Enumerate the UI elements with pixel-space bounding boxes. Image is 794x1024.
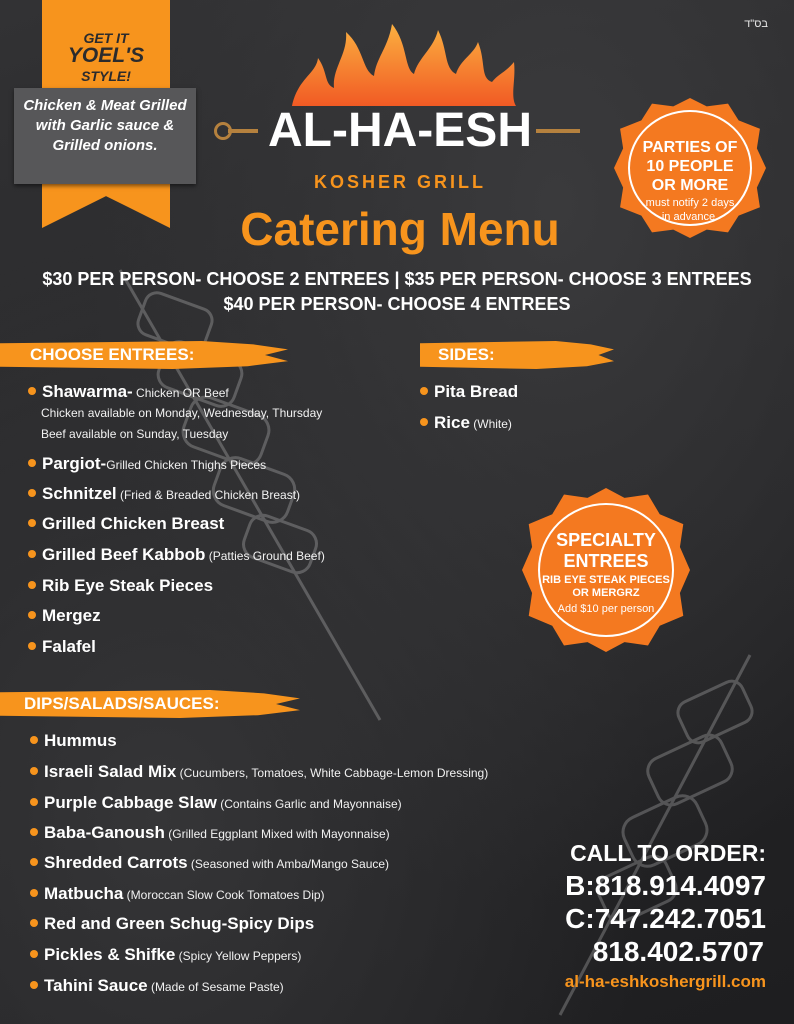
page-title: Catering Menu [240,203,560,255]
list-item: Israeli Salad Mix (Cucumbers, Tomatoes, White Cabbage-Lemon Dressing) [30,762,488,782]
bullet-icon [28,642,36,650]
logo-title: AL-HA-ESH [268,104,532,157]
parties-badge-note: must notify 2 days in advance. [645,197,735,223]
specialty-badge-headline: SPECIALTY ENTREES [556,530,656,571]
logo-subtitle: KOSHER GRILL [313,172,486,192]
list-item: Tahini Sauce (Made of Sesame Paste) [30,976,284,996]
bullet-icon [30,889,38,897]
list-item: Hummus [30,731,117,751]
list-item: Pargiot-Grilled Chicken Thighs Pieces [28,454,266,474]
specialty-badge-price: Add $10 per person [557,603,655,615]
bullet-icon [30,919,38,927]
list-item: Baba-Ganoush (Grilled Eggplant Mixed with Mayonnaise) [30,823,390,843]
parties-badge-headline: PARTIES OF 10 PEOPLE OR MORE [642,139,738,194]
bullet-icon [28,581,36,589]
hebrew-mark: בס"ד [744,18,768,30]
list-item: Rice (White) [420,413,512,433]
list-item: Red and Green Schug-Spicy Dips [30,914,314,934]
list-item: Schnitzel (Fried & Breaded Chicken Breast) [28,484,300,504]
list-item: Shawarma- Chicken OR Beef [28,382,229,402]
bullet-icon [28,550,36,558]
ribbon-line-2: YOEL'S [67,44,145,67]
shawarma-note-beef: Beef available on Sunday, Tuesday [41,427,229,441]
bullet-icon [28,519,36,527]
shawarma-note-chicken: Chicken available on Monday, Wednesday, Thursday [41,406,323,420]
bullet-icon [420,418,428,426]
bullet-icon [30,798,38,806]
list-item: Falafel [28,637,96,657]
list-item: Purple Cabbage Slaw (Contains Garlic and Mayonnaise) [30,793,402,813]
bullet-icon [30,858,38,866]
bullet-icon [30,767,38,775]
bullet-icon [28,489,36,497]
bullet-icon [28,611,36,619]
list-item: Grilled Chicken Breast [28,514,224,534]
ribbon-line-3: STYLE! [81,68,131,84]
list-item: Rib Eye Steak Pieces [28,576,213,596]
list-item: Pickles & Shifke (Spicy Yellow Peppers) [30,945,301,965]
other-phone-link[interactable]: 818.402.5707 [592,936,764,967]
list-item: Matbucha (Moroccan Slow Cook Tomatoes Dip) [30,884,325,904]
bullet-icon [420,387,428,395]
bullet-icon [28,387,36,395]
bullet-icon [30,828,38,836]
specialty-badge-items: RIB EYE STEAK PIECES OR MERGRZ [542,574,670,599]
bullet-icon [28,459,36,467]
ribbon-line-1: GET IT [83,30,129,46]
dips-header: DIPS/SALADS/SAUCES: [24,694,220,713]
bullet-icon [30,736,38,744]
entrees-header: CHOOSE ENTREES: [30,345,195,364]
ribbon-description: Chicken & Meat Grilled with Garlic sauce & Grilled onions. [23,97,187,154]
business-phone-link[interactable]: B:818.914.4097 [565,870,766,901]
flame-icon [288,18,520,108]
list-item: Mergez [28,606,101,626]
list-item: Grilled Beef Kabbob (Patties Ground Beef) [28,545,325,565]
list-item: Pita Bread [420,382,518,402]
pricing-line-1: $30 PER PERSON- CHOOSE 2 ENTREES | $35 PER PERSON- CHOOSE 3 ENTREES [42,269,752,289]
bullet-icon [30,981,38,989]
cell-phone-link[interactable]: C:747.242.7051 [565,903,766,934]
website-link[interactable]: al-ha-eshkoshergrill.com [564,972,766,991]
pricing-line-2: $40 PER PERSON- CHOOSE 4 ENTREES [223,294,571,314]
list-item: Shredded Carrots (Seasoned with Amba/Mango Sauce) [30,853,389,873]
bullet-icon [30,950,38,958]
sides-header: SIDES: [438,345,495,364]
call-to-order-heading: CALL TO ORDER: [570,840,766,866]
